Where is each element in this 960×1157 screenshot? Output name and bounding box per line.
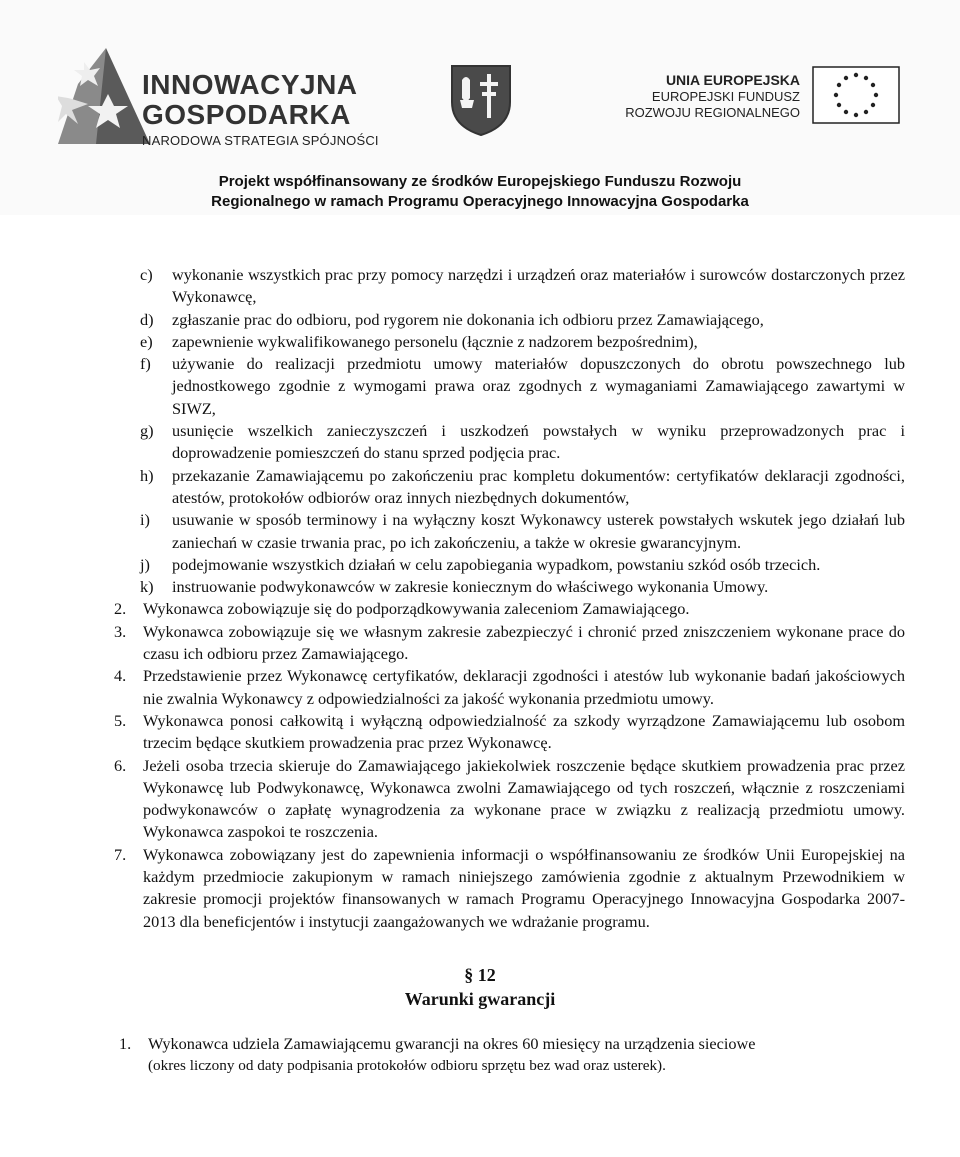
list-text: wykonanie wszystkich prac przy pomocy narzędzi i urządzeń oraz materiałów i surowców dostarczonych przez Wykonawcę,	[172, 265, 905, 307]
list-item	[0, 465, 905, 510]
eu-line1: UNIA EUROPEJSKA	[665, 72, 800, 88]
list-label: 5.	[114, 710, 127, 730]
list-label: 7.	[114, 844, 127, 864]
numbered-item	[0, 665, 905, 710]
list-label: 6.	[114, 755, 127, 775]
list-label: g)	[140, 421, 154, 441]
guarantee-item	[0, 1033, 905, 1078]
list-label: f)	[140, 354, 151, 374]
list-label: k)	[140, 577, 154, 597]
innowacyjna-gospodarka-logo-icon	[58, 44, 150, 144]
list-text: zapewnienie wykwalifikowanego personelu (łącznie z nadzorem bezpośrednim),	[172, 331, 698, 351]
list-text: usuwanie w sposób terminowy i na wyłączny koszt Wykonawcy usterek powstałych wskutek jego działań lub zaniechań w czasie trwania prac, po ich zakończeniu, a także w okresie gwarancyjnym.	[172, 510, 905, 552]
numbered-item	[0, 710, 905, 755]
list-text: Wykonawca zobowiązuje się do podporządkowywania zaleceniom Zamawiającego.	[143, 599, 690, 619]
list-text: Jeżeli osoba trzecia skieruje do Zamawiającego jakiekolwiek roszczenie będące skutkiem prowadzenia prac przez Wykonawcę lub Podwykonawcę, Wykonawca zwolni Zamawiającego od tych roszczeń, włącznie z roszczeniami podwykonawców o zapłatę wynagrodzenia za wykonane prace w związku z realizacją przedmiotu umowy. Wykonawca zaspokoi te roszczenia.	[143, 755, 905, 842]
innowacyjna-gospodarka-text	[142, 70, 379, 148]
eu-fund-text	[625, 72, 800, 121]
list-text: Wykonawca zobowiązany jest do zapewnienia informacji o współfinansowaniu ze środków Unii Europejskiej na każdym przedmiocie zakupionym w ramach niniejszego zamówienia zgodnie z aktualnym Przewodnikiem w zakresie promocji projektów finansowanych w ramach Programu Operacyjnego Innowacyjna Gospodarka 2007-2013 dla beneficjentów i instytucji zaangażowanych we wdrażanie programu.	[143, 844, 905, 931]
list-item	[0, 576, 905, 598]
page-header	[0, 0, 960, 215]
project-cofinancing-text	[0, 172, 960, 212]
numbered-item	[0, 755, 905, 844]
list-label: j)	[140, 554, 150, 574]
list-label: c)	[140, 265, 153, 284]
project-line1: Projekt współfinansowany ze środków Europejskiego Funduszu Rozwoju	[218, 173, 742, 190]
list-item	[0, 309, 905, 331]
list-item	[0, 554, 905, 576]
list-item	[0, 420, 905, 465]
list-text: Wykonawca ponosi całkowitą i wyłączną odpowiedzialność za szkody wyrządzone Zamawiającemu lub osobom trzecim będące skutkiem prowadzenia prac przez Wykonawcę.	[143, 710, 905, 753]
list-label: h)	[140, 465, 154, 485]
list-text: przekazanie Zamawiającemu po zakończeniu prac kompletu dokumentów: certyfikatów deklaracji zgodności, atestów, protokołów odbiorów oraz innych niezbędnych dokumentów,	[172, 465, 905, 507]
list-label: 1.	[119, 1033, 132, 1053]
list-item	[0, 264, 905, 309]
list-item	[0, 353, 905, 420]
eu-line3: ROZWOJU REGIONALNEGO	[625, 105, 800, 120]
guarantee-note: (okres liczony od daty podpisania protokołów odbioru sprzętu bez wad oraz usterek).	[148, 1057, 666, 1075]
list-text: używanie do realizacji przedmiotu umowy materiałów dopuszczonych do obrotu powszechnego lub jednostkowego zgodnie z wymogami prawa oraz zgodnych z wymaganiami Zamawiającego zawartymi w SIWZ,	[172, 354, 905, 418]
list-text: Wykonawca zobowiązuje się we własnym zakresie zabezpieczyć i chronić przed zniszczeniem wykonane prace do czasu ich odbioru przez Zamawiającego.	[143, 621, 905, 664]
list-label: i)	[140, 510, 150, 530]
list-text: Przedstawienie przez Wykonawcę certyfikatów, deklaracji zgodności i atestów lub wykonanie badań jakościowych nie zwalnia Wykonawcy z odpowiedzialności za jakość wykonania przedmiotu umowy.	[143, 666, 905, 708]
section-title: Warunki gwarancji	[404, 988, 556, 1009]
list-label: d)	[140, 309, 154, 329]
project-line2: Regionalnego w ramach Programu Operacyjnego Innowacyjna Gospodarka	[211, 193, 749, 210]
list-text: zgłaszanie prac do odbioru, pod rygorem nie dokonania ich odbioru przez Zamawiającego,	[172, 309, 764, 329]
list-label: 4.	[114, 666, 127, 686]
list-label: e)	[140, 331, 153, 351]
list-item	[0, 331, 905, 353]
list-label: 2.	[114, 599, 127, 619]
document-body	[0, 264, 960, 1078]
coat-of-arms-icon	[450, 64, 512, 136]
list-text: podejmowanie wszystkich działań w celu zapobiegania wypadkom, powstaniu szkód osób trzecich.	[172, 554, 821, 574]
list-text: instruowanie podwykonawców w zakresie koniecznym do właściwego wykonania Umowy.	[172, 577, 769, 597]
logo-subtitle: NARODOWA STRATEGIA SPÓJNOŚCI	[142, 133, 379, 148]
list-label: 3.	[114, 621, 127, 641]
eu-line2: EUROPEJSKI FUNDUSZ	[651, 89, 800, 104]
numbered-item	[0, 844, 905, 933]
section-number: § 12	[464, 964, 496, 985]
section-heading	[0, 963, 960, 1011]
logo-title-line2: GOSPODARKA	[142, 99, 351, 130]
list-text: usunięcie wszelkich zanieczyszczeń i uszkodzeń powstałych w wyniku przeprowadzonych prac i doprowadzenie pomieszczeń do stanu sprzed podjęcia prac.	[172, 421, 905, 463]
eu-flag-icon	[812, 66, 900, 124]
numbered-item	[0, 621, 905, 666]
list-item	[0, 509, 905, 554]
numbered-item	[0, 598, 905, 620]
list-text: Wykonawca udziela Zamawiającemu gwarancji na okres 60 miesięcy na urządzenia sieciowe	[148, 1033, 756, 1053]
logo-title-line1: INNOWACYJNA	[142, 69, 358, 100]
